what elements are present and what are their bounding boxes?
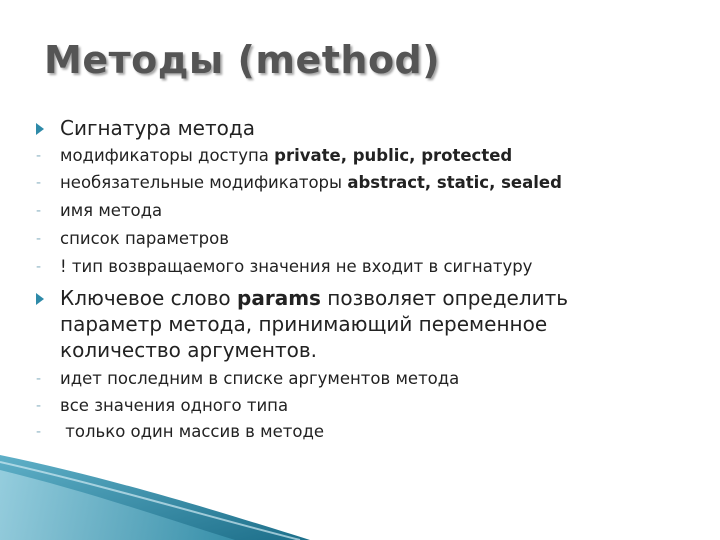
section-signature [0,116,700,142]
params-line-prefix: Ключевое слово [60,286,238,310]
list-item [0,369,700,391]
list-item-keywords: abstract, static, sealed [347,173,562,192]
list-item [0,396,700,418]
dash-bullet-icon: - [36,259,42,275]
dash-bullet-icon: - [36,148,42,164]
section-params [0,285,700,365]
dash-bullet-icon: - [36,371,42,387]
bullet-triangle-icon [36,293,44,305]
slide-title: Методы (method) [44,38,441,82]
bullet-triangle-icon [36,123,44,135]
list-item-text [60,173,562,192]
list-item-keywords: private, public, protected [274,146,513,165]
list-item-text: имя метода [60,201,163,220]
params-keyword: params [237,286,321,310]
list-item-prefix: необязательные модификаторы [60,173,348,192]
list-item-text: все значения одного типа [60,396,289,415]
section-params-line-2: параметр метода, принимающий переменное [60,312,548,336]
list-item [0,146,700,168]
list-item [0,422,700,444]
list-item-text [60,146,512,165]
dash-bullet-icon: - [36,398,42,414]
list-item-text: только один массив в методе [60,422,325,441]
dash-bullet-icon: - [36,203,42,219]
list-item-prefix: модификаторы доступа [60,146,275,165]
list-item-text: ! тип возвращаемого значения не входит в сигнатуру [60,257,533,276]
list-item [0,257,700,279]
section-params-line-1 [60,285,568,311]
list-item [0,201,700,223]
dash-bullet-icon: - [36,231,42,247]
section-params-line-3: количество аргументов. [60,338,318,362]
section-signature-heading: Сигнатура метода [60,116,255,140]
dash-bullet-icon: - [36,175,42,191]
list-item-text: идет последним в списке аргументов метода [60,369,460,388]
list-item [0,173,700,195]
list-item-text: список параметров [60,229,229,248]
params-line-suffix: позволяет определить [320,286,569,310]
section-params-text [60,285,568,363]
list-item [0,229,700,251]
dash-bullet-icon: - [36,424,42,440]
wave-band-light [0,470,235,540]
